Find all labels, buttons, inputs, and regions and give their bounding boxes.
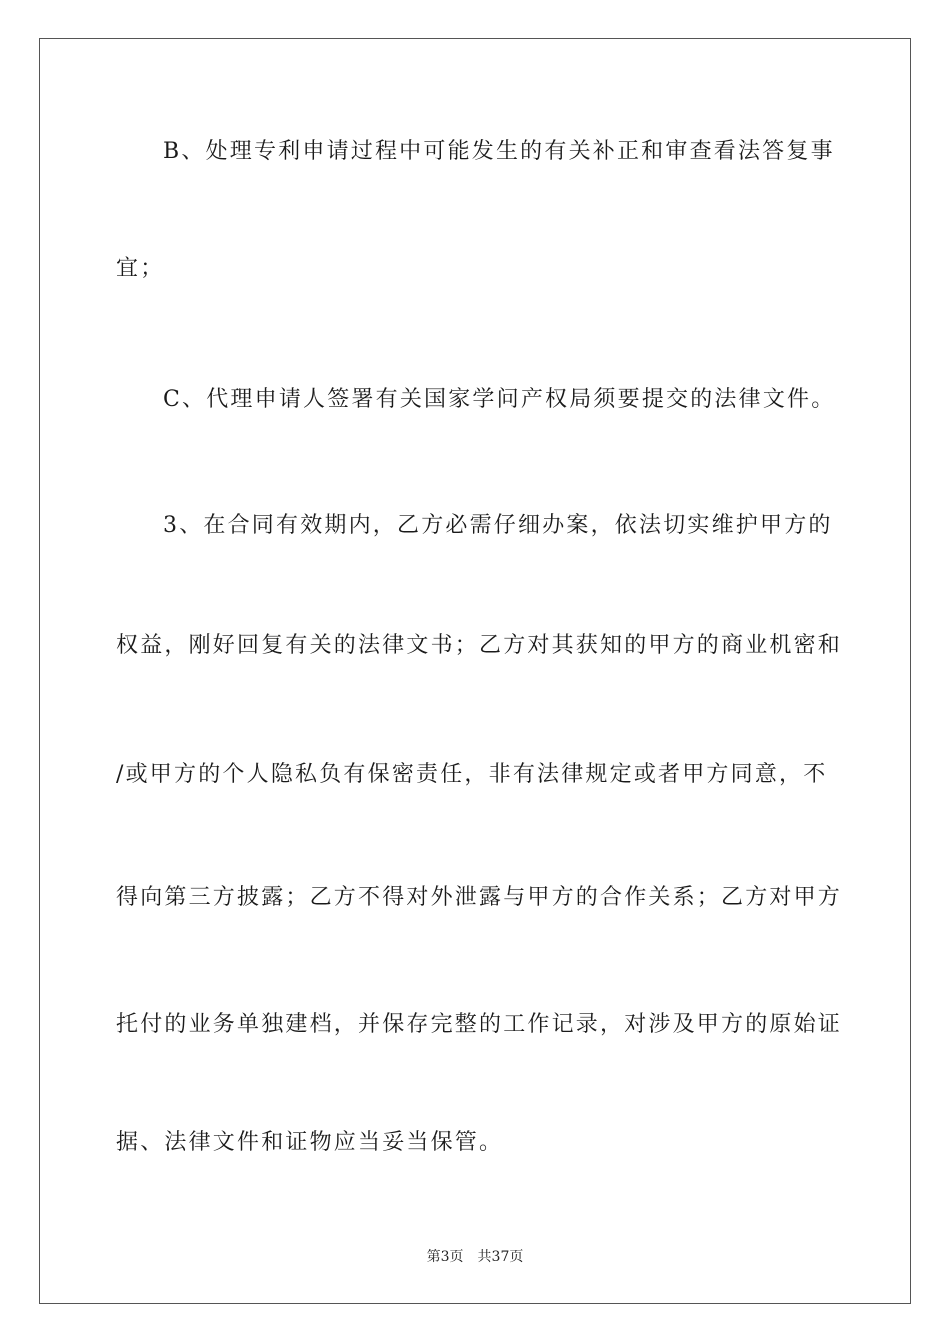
text-line: 权益，刚好回复有关的法律文书；乙方对其获知的甲方的商业机密和	[116, 633, 843, 658]
page-footer	[0, 1247, 950, 1267]
text-line: /或甲方的个人隐私负有保密责任，非有法律规定或者甲方同意，不	[116, 762, 828, 787]
text-line: 托付的业务单独建档，并保存完整的工作记录，对涉及甲方的原始证	[116, 1012, 843, 1037]
text-line: 3、在合同有效期内，乙方必需仔细办案，依法切实维护甲方的	[163, 513, 833, 538]
page-total: 共37页	[477, 1249, 524, 1265]
page-frame	[39, 38, 911, 1304]
text-line: B、处理专利申请过程中可能发生的有关补正和审查看法答复事	[163, 139, 835, 164]
text-line: 得向第三方披露；乙方不得对外泄露与甲方的合作关系；乙方对甲方	[116, 885, 843, 910]
text-line: C、代理申请人签署有关国家学问产权局须要提交的法律文件。	[163, 387, 836, 412]
page-number: 第3页	[426, 1249, 464, 1265]
text-line: 据、法律文件和证物应当妥当保管。	[116, 1130, 504, 1155]
text-line: 宜；	[116, 256, 165, 281]
